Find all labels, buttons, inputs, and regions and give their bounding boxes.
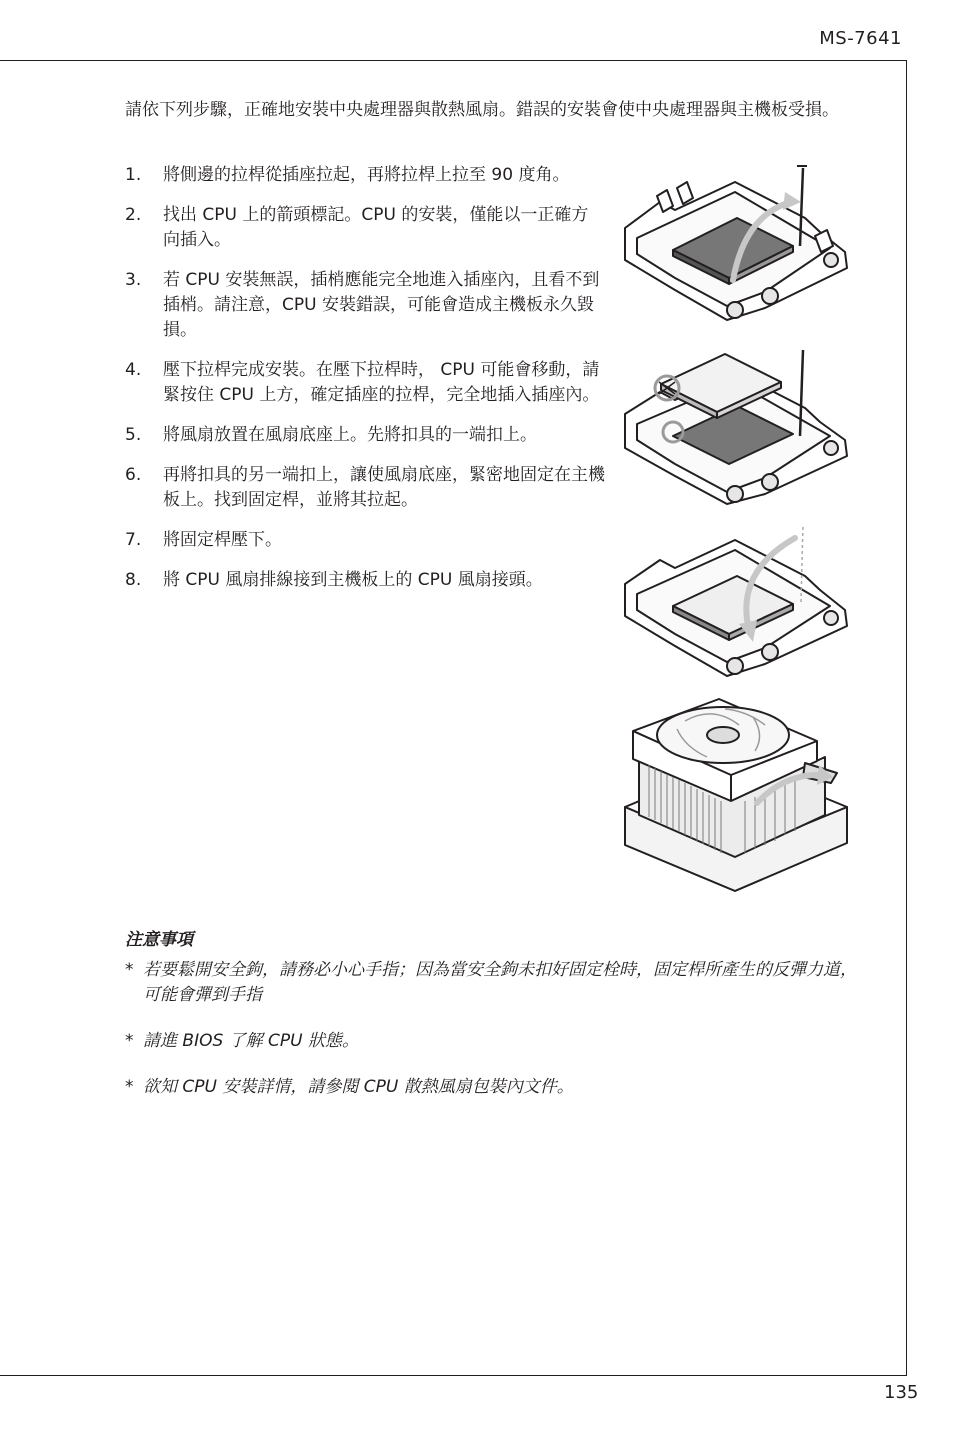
note-bullet: * <box>125 960 134 980</box>
note-bullet: * <box>125 1031 134 1051</box>
step-number: 3. <box>125 270 142 290</box>
step-number: 2. <box>125 205 142 225</box>
step-number: 1. <box>125 165 142 185</box>
note-item <box>125 1029 860 1054</box>
step-item <box>125 358 605 408</box>
step-item <box>125 268 605 343</box>
lever-closing-illustration <box>615 520 855 685</box>
right-rule <box>906 60 907 1376</box>
step-text: 壓下拉桿完成安裝。在壓下拉桿時， CPU 可能會移動，請緊按住 CPU 上方，確定插座的拉桿，完全地插入插座內。 <box>163 360 600 405</box>
model-number: MS-7641 <box>819 28 902 49</box>
step-text: 找出 CPU 上的箭頭標記。CPU 的安裝，僅能以一正確方向插入。 <box>163 205 589 250</box>
step-number: 8. <box>125 570 142 590</box>
step-item <box>125 568 605 593</box>
step-item <box>125 463 605 513</box>
note-text: 請進 BIOS 了解 CPU 狀態。 <box>143 1031 360 1051</box>
step-item <box>125 203 605 253</box>
step-item <box>125 423 605 448</box>
bottom-rule <box>0 1375 907 1376</box>
step-text: 若 CPU 安裝無誤，插梢應能完全地進入插座內，且看不到插梢。請注意，CPU 安裝錯誤，可能會造成主機板永久毀損。 <box>163 270 600 340</box>
top-rule <box>0 60 907 61</box>
step-text: 將側邊的拉桿從插座拉起，再將拉桿上拉至 90 度角。 <box>163 165 570 185</box>
note-item <box>125 1075 860 1100</box>
cooler-clip-illustration <box>615 695 855 900</box>
installation-steps <box>125 163 605 593</box>
step-item <box>125 163 605 188</box>
notes-list <box>125 958 860 1100</box>
note-bullet: * <box>125 1077 134 1097</box>
step-text: 將 CPU 風扇排線接到主機板上的 CPU 風扇接頭。 <box>163 570 543 590</box>
step-text: 將風扇放置在風扇底座上。先將扣具的一端扣上。 <box>163 425 537 445</box>
page-number: 135 <box>884 1382 919 1403</box>
notes-title: 注意事項 <box>125 930 193 950</box>
intro-paragraph: 請依下列步驟，正確地安裝中央處理器與散熱風扇。錯誤的安裝會使中央處理器與主機板受損。 <box>125 100 839 120</box>
step-number: 6. <box>125 465 142 485</box>
step-text: 再將扣具的另一端扣上，讓使風扇底座，緊密地固定在主機板上。找到固定桿，並將其拉起。 <box>163 465 605 510</box>
note-text: 欲知 CPU 安裝詳情，請參閱 CPU 散熱風扇包裝內文件。 <box>143 1077 574 1097</box>
note-item <box>125 958 860 1008</box>
note-text: 若要鬆開安全鉤，請務必小心手指；因為當安全鉤未扣好固定栓時，固定桿所產生的反彈力道，可能會彈到手指 <box>143 960 857 1005</box>
socket-lever-raised-illustration <box>615 160 855 330</box>
step-number: 5. <box>125 425 142 445</box>
step-number: 4. <box>125 360 142 380</box>
step-item <box>125 528 605 553</box>
cpu-insertion-illustration <box>615 342 855 512</box>
step-text: 將固定桿壓下。 <box>163 530 282 550</box>
step-number: 7. <box>125 530 142 550</box>
